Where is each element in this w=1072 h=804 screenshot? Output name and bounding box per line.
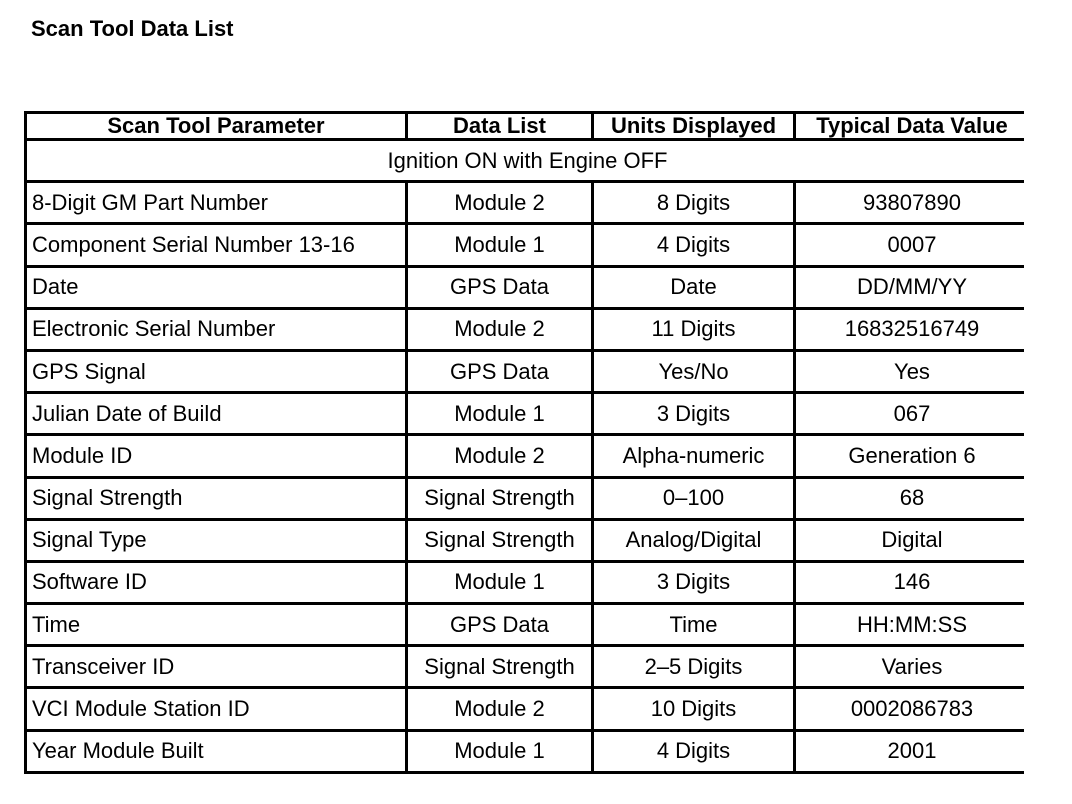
cell-typical-data-value: 0007: [796, 225, 1028, 264]
cell-scan-tool-parameter: Transceiver ID: [27, 647, 405, 686]
cell-scan-tool-parameter: Signal Type: [27, 521, 405, 560]
cell-typical-data-value: Varies: [796, 647, 1028, 686]
cell-data-list: Module 1: [408, 563, 591, 602]
cell-typical-data-value: 68: [796, 479, 1028, 518]
cell-typical-data-value: Generation 6: [796, 436, 1028, 475]
cell-typical-data-value: 93807890: [796, 183, 1028, 222]
header-scan-tool-parameter: Scan Tool Parameter: [27, 114, 405, 138]
cell-units-displayed: Date: [594, 268, 793, 307]
cell-scan-tool-parameter: Module ID: [27, 436, 405, 475]
table-body: [27, 141, 1028, 771]
cell-scan-tool-parameter: Time: [27, 605, 405, 644]
cell-data-list: Signal Strength: [408, 647, 591, 686]
table-row: [27, 268, 1028, 307]
table-row: [27, 521, 1028, 560]
cell-typical-data-value: 2001: [796, 732, 1028, 771]
cell-typical-data-value: DD/MM/YY: [796, 268, 1028, 307]
cell-units-displayed: Alpha-numeric: [594, 436, 793, 475]
table-row: [27, 225, 1028, 264]
cell-units-displayed: 4 Digits: [594, 225, 793, 264]
table-row: [27, 647, 1028, 686]
cell-data-list: GPS Data: [408, 352, 591, 391]
cell-scan-tool-parameter: 8-Digit GM Part Number: [27, 183, 405, 222]
cell-scan-tool-parameter: Component Serial Number 13-16: [27, 225, 405, 264]
cell-units-displayed: 2–5 Digits: [594, 647, 793, 686]
cell-data-list: Module 1: [408, 394, 591, 433]
cell-typical-data-value: Yes: [796, 352, 1028, 391]
cell-scan-tool-parameter: Software ID: [27, 563, 405, 602]
cell-units-displayed: 0–100: [594, 479, 793, 518]
cell-typical-data-value: 067: [796, 394, 1028, 433]
table-row: [27, 352, 1028, 391]
cell-scan-tool-parameter: GPS Signal: [27, 352, 405, 391]
cell-data-list: GPS Data: [408, 268, 591, 307]
cell-data-list: Signal Strength: [408, 479, 591, 518]
cell-units-displayed: 10 Digits: [594, 689, 793, 728]
cell-units-displayed: Analog/Digital: [594, 521, 793, 560]
table-header-row: [27, 114, 1028, 138]
table-row: [27, 732, 1028, 771]
table-row: [27, 394, 1028, 433]
cell-scan-tool-parameter: Year Module Built: [27, 732, 405, 771]
scan-tool-data-table-frame: [24, 111, 1024, 774]
section-row: [27, 141, 1028, 180]
cell-data-list: Module 1: [408, 732, 591, 771]
cell-data-list: Signal Strength: [408, 521, 591, 560]
cell-data-list: Module 2: [408, 183, 591, 222]
table-row: [27, 183, 1028, 222]
header-data-list: Data List: [408, 114, 591, 138]
cell-units-displayed: Yes/No: [594, 352, 793, 391]
cell-typical-data-value: 146: [796, 563, 1028, 602]
cell-units-displayed: Time: [594, 605, 793, 644]
cell-scan-tool-parameter: Electronic Serial Number: [27, 310, 405, 349]
cell-data-list: Module 2: [408, 689, 591, 728]
cell-data-list: Module 1: [408, 225, 591, 264]
table-row: [27, 563, 1028, 602]
section-label: Ignition ON with Engine OFF: [27, 141, 1028, 180]
cell-scan-tool-parameter: Julian Date of Build: [27, 394, 405, 433]
cell-data-list: GPS Data: [408, 605, 591, 644]
table-row: [27, 689, 1028, 728]
cell-scan-tool-parameter: Date: [27, 268, 405, 307]
cell-data-list: Module 2: [408, 310, 591, 349]
cell-units-displayed: 4 Digits: [594, 732, 793, 771]
cell-data-list: Module 2: [408, 436, 591, 475]
cell-typical-data-value: 0002086783: [796, 689, 1028, 728]
header-units-displayed: Units Displayed: [594, 114, 793, 138]
table-row: [27, 605, 1028, 644]
table-row: [27, 310, 1028, 349]
cell-scan-tool-parameter: VCI Module Station ID: [27, 689, 405, 728]
cell-typical-data-value: 16832516749: [796, 310, 1028, 349]
cell-units-displayed: 3 Digits: [594, 563, 793, 602]
cell-typical-data-value: Digital: [796, 521, 1028, 560]
cell-scan-tool-parameter: Signal Strength: [27, 479, 405, 518]
scan-tool-data-table: [24, 111, 1031, 774]
cell-units-displayed: 3 Digits: [594, 394, 793, 433]
cell-units-displayed: 11 Digits: [594, 310, 793, 349]
table-row: [27, 436, 1028, 475]
page-title: Scan Tool Data List: [31, 16, 234, 41]
cell-units-displayed: 8 Digits: [594, 183, 793, 222]
header-typical-data-value: Typical Data Value: [796, 114, 1028, 138]
table-row: [27, 479, 1028, 518]
cell-typical-data-value: HH:MM:SS: [796, 605, 1028, 644]
